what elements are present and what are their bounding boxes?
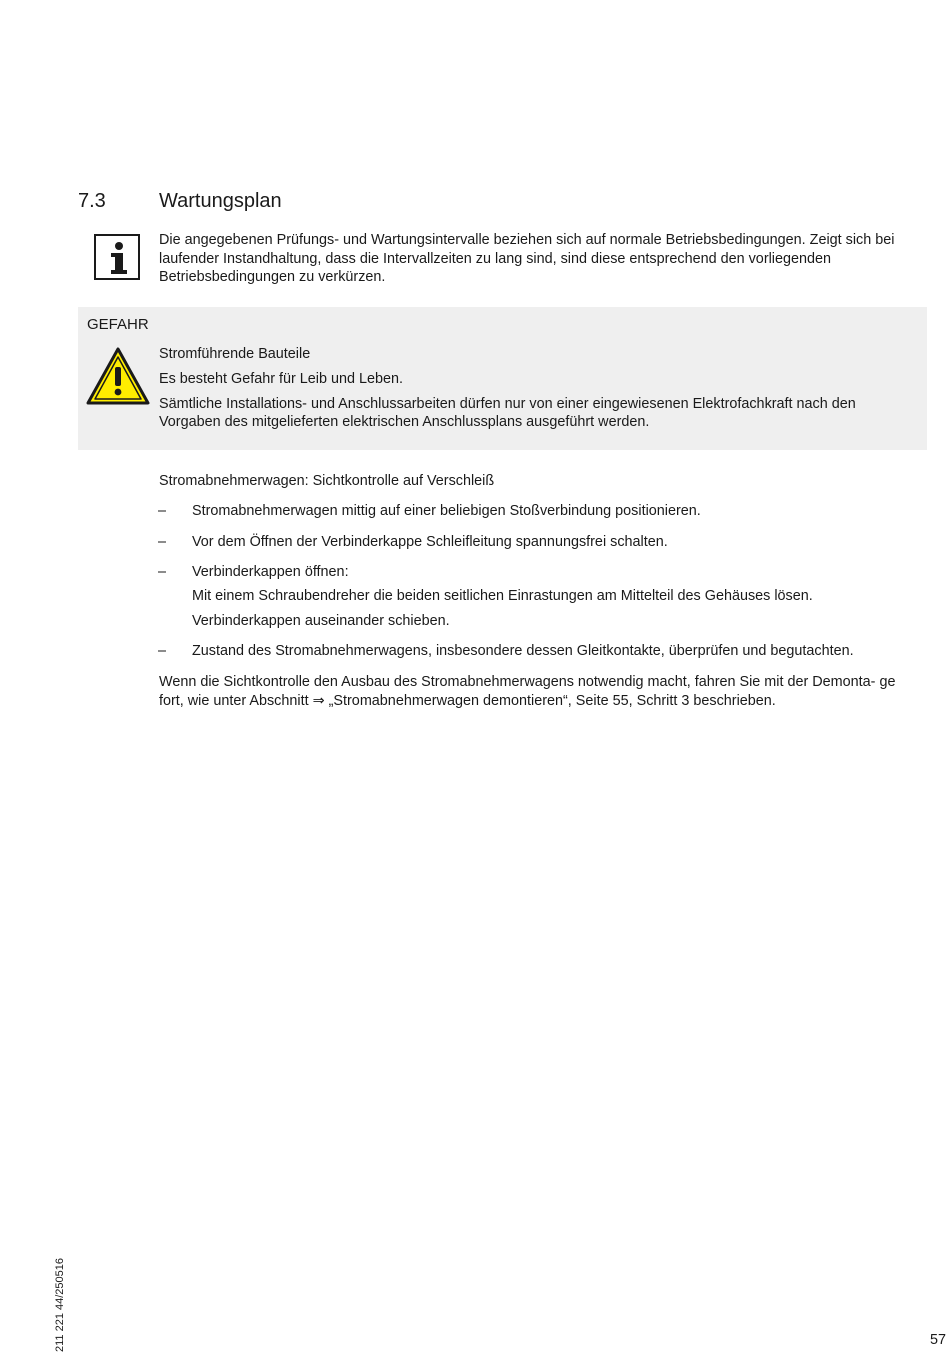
danger-title: Stromführende Bauteile <box>159 346 311 362</box>
danger-label: GEFAHR <box>87 316 149 333</box>
procedure-heading: Stromabnehmerwagen: Sichtkontrolle auf Verschleiß <box>159 473 495 489</box>
bullet-dash: – <box>158 534 167 550</box>
bullet-dash: – <box>158 564 167 580</box>
substep-2: Verbinderkappen auseinander schieben. <box>192 613 450 629</box>
section-title: Wartungsplan <box>159 190 282 212</box>
warning-triangle-icon <box>86 347 150 405</box>
bullet-dash: – <box>158 643 167 659</box>
step-3: Verbinderkappen öffnen: <box>192 564 349 580</box>
section-number: 7.3 <box>78 190 106 212</box>
closing-paragraph: Wenn die Sichtkontrolle den Ausbau des Stromabnehmerwagens notwendig macht, fahren Sie mit der Demonta- ge fort, wie unter Abschnitt ⇒ „Stromabnehmerwagen demontieren“, Seite 55, Schritt 3 beschrieben. <box>159 674 896 709</box>
bullet-dash: – <box>158 503 167 519</box>
substep-1: Mit einem Schraubendreher die beiden seitlichen Einrastungen am Mittelteil des Gehäuses lösen. <box>192 588 813 604</box>
document-id: 211 221 44/250516 <box>54 1258 66 1352</box>
danger-subtitle: Es besteht Gefahr für Leib und Leben. <box>159 371 404 387</box>
page-number: 57 <box>930 1332 947 1348</box>
info-icon <box>94 234 140 280</box>
step-4: Zustand des Stromabnehmerwagens, insbesondere dessen Gleitkontakte, überprüfen und begutachten. <box>192 643 854 659</box>
danger-text: Sämtliche Installations- und Anschlussarbeiten dürfen nur von einer eingewiesenen Elektrofachkraft nach den Vorgaben des mitgelieferten elektrischen Anschlussplans ausgeführt werden. <box>159 396 856 430</box>
info-note-text: Die angegebenen Prüfungs- und Wartungsintervalle beziehen sich auf normale Betriebsbedingungen. Zeigt sich bei laufender Instandhaltung, dass die Intervallzeiten zu lang sind, sind diese entsprechend den vorliegenden Betriebsbedingungen zu verkürzen. <box>159 232 895 285</box>
step-2: Vor dem Öffnen der Verbinderkappe Schleifleitung spannungsfrei schalten. <box>192 534 668 550</box>
step-1: Stromabnehmerwagen mittig auf einer beliebigen Stoßverbindung positionieren. <box>192 503 701 519</box>
